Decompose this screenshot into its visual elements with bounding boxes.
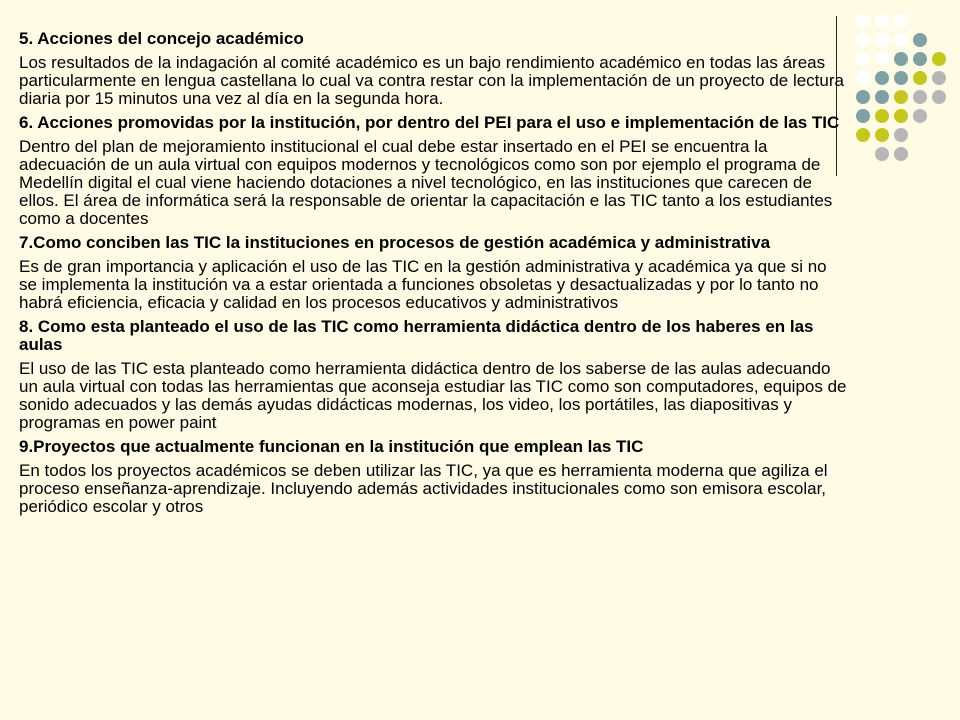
decorative-dot bbox=[875, 128, 889, 142]
decorative-dot bbox=[932, 52, 946, 66]
decorative-dot bbox=[894, 52, 908, 66]
decorative-dot bbox=[875, 147, 889, 161]
decorative-dot bbox=[913, 33, 927, 47]
decorative-dot bbox=[875, 90, 889, 104]
decorative-dot bbox=[856, 90, 870, 104]
section-7-body: Es de gran importancia y aplicación el uso de las TIC en la gestión administrativa y académica ya que si no se implementa la institución va a estar orientada a funciones obsoletas y desactualizadas y por lo tanto no habrá eficiencia, eficacia y calidad en los procesos educativos y administrativos bbox=[19, 257, 827, 312]
section-6-body: Dentro del plan de mejoramiento institucional el cual debe estar insertado en el PEI se encuentra la adecuación de un aula virtual con equipos modernos y tecnológicos como son por ejemplo el programa de Medellín digital el cual viene haciendo dotaciones a nivel tecnológico, en las instituciones que carecen de ellos. El área de informática será la responsable de orientar la capacitación e las TIC tanto a los estudiantes como a docentes bbox=[19, 137, 833, 228]
section-8-heading: 8. Como esta planteado el uso de las TIC como herramienta didáctica dentro de los haberes en las aulas bbox=[19, 317, 814, 354]
decorative-dot bbox=[913, 109, 927, 123]
section-7-heading: 7.Como conciben las TIC la instituciones en procesos de gestión académica y administrativa bbox=[19, 233, 771, 252]
decorative-dot bbox=[913, 52, 927, 66]
decorative-dot bbox=[875, 109, 889, 123]
decorative-dot bbox=[894, 147, 908, 161]
decorative-dot bbox=[856, 128, 870, 142]
decorative-dot bbox=[856, 33, 870, 47]
decorative-dot bbox=[894, 90, 908, 104]
decorative-dot bbox=[894, 71, 908, 85]
decorative-dot bbox=[875, 33, 889, 47]
decorative-dot bbox=[894, 33, 908, 47]
section-9-heading: 9.Proyectos que actualmente funcionan en la institución que emplean las TIC bbox=[19, 437, 644, 456]
decorative-dot bbox=[894, 109, 908, 123]
decorative-dot bbox=[875, 71, 889, 85]
decorative-dot bbox=[913, 90, 927, 104]
decorative-dot bbox=[856, 14, 870, 28]
decorative-dot bbox=[875, 52, 889, 66]
section-9-body: En todos los proyectos académicos se deben utilizar las TIC, ya que es herramienta moderna que agiliza el proceso enseñanza-aprendizaje. Incluyendo además actividades institucionales como son emisora escolar, periódico escolar y otros bbox=[19, 461, 828, 516]
section-5-body: Los resultados de la indagación al comité académico es un bajo rendimiento académico en todas las áreas particularmente en lengua castellana lo cual va contra restar con la implementación de un proyecto de lectura diaria por 15 minutos una vez al día en la segunda hora. bbox=[19, 53, 844, 108]
decorative-dot bbox=[856, 71, 870, 85]
section-6-heading: 6. Acciones promovidas por la institución, por dentro del PEI para el uso e implementación de las TIC bbox=[19, 113, 840, 132]
decorative-dot bbox=[932, 71, 946, 85]
decorative-dot bbox=[894, 14, 908, 28]
section-8-body: El uso de las TIC esta planteado como herramienta didáctica dentro de los saberse de las aulas adecuando un aula virtual con todas las herramientas que aconseja estudiar las TIC como son computadores, equipos de sonido adecuados y las demás ayudas didácticas modernas, los video, los portátiles, las diapositivas y programas en power paint bbox=[19, 359, 847, 432]
slide-content bbox=[19, 30, 849, 522]
decorative-dot bbox=[932, 90, 946, 104]
decorative-dot bbox=[856, 52, 870, 66]
decorative-dot bbox=[856, 109, 870, 123]
decorative-dot bbox=[913, 71, 927, 85]
decorative-dot bbox=[875, 14, 889, 28]
decorative-dot bbox=[894, 128, 908, 142]
section-5-heading: 5. Acciones del concejo académico bbox=[19, 29, 304, 48]
